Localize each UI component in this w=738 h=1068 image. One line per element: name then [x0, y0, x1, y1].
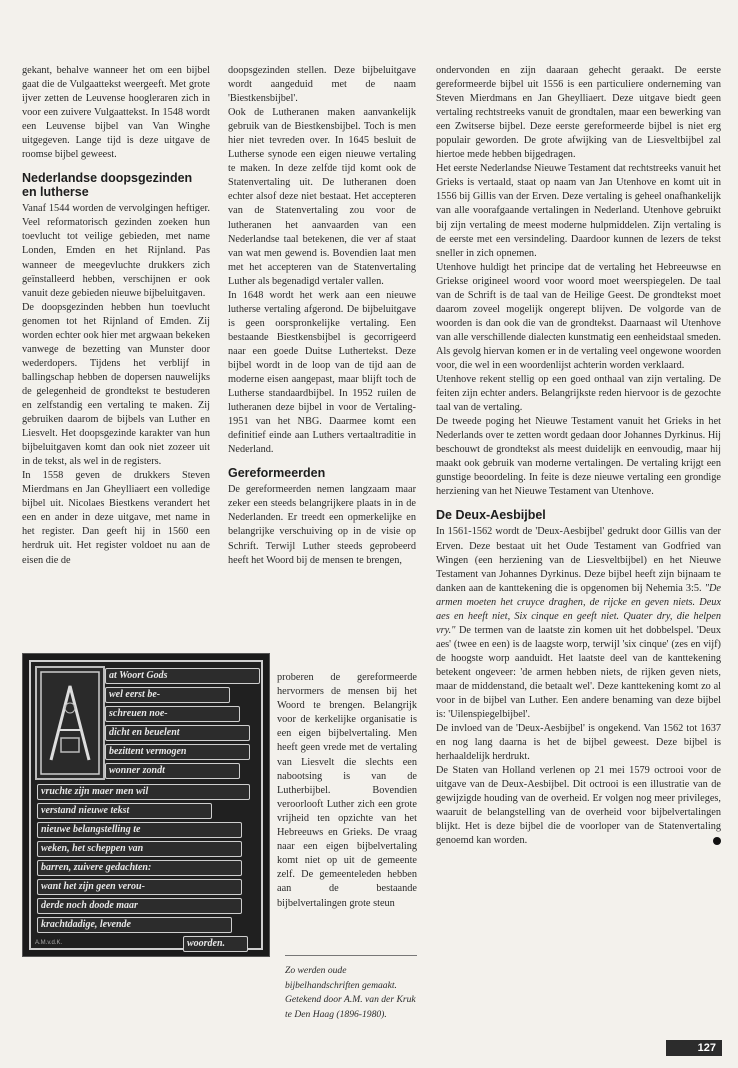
figure-caption: Zo werden oude bijbelhandschriften gemaakt. Getekend door A.M. van der Kruk te Den Haag (1896-1980).: [285, 955, 417, 1022]
section-heading-deux-aesbijbel: De Deux-Aesbijbel: [436, 508, 546, 523]
paragraph: De invloed van de 'Deux-Aesbijbel' is ongekend. Van 1562 tot 1637 en nog lang daarna is het de bijbel geweest. Deze bijbel is herhaaldelijk herdrukt.: [436, 723, 721, 763]
section-heading-doopsgezinden: Nederlandse doopsgezinden en lutherse: [22, 171, 193, 200]
paragraph: In 1648 wordt het werk aan een nieuwe lutherse vertaling afgerond. De bijbeluitgave is geen oorspronkelijke vertaling. Een bestaande Biestkensbijbel is gecorrigeerd naar een goede Duitse Luthertekst. Deze bijbel wordt in de loop van de tijd aan de moderne eisen aangepast, maar blijft toch de Lutherse standaardbijbel. In 1952 ruilen de lutheranen deze bijbel in voor de Vertaling-1951 van het NBG. Daarmee komt een definitief einde aan Luthers vertaaltraditie in Nederland.: [228, 289, 416, 456]
column-1: [22, 64, 210, 568]
script-line: woorden.: [183, 936, 248, 952]
section-heading-gereformeerden: Gereformeerden: [228, 466, 326, 481]
paragraph-text: De Staten van Holland verlenen op 21 mei 1579 octrooi voor de uitgave van de Deux-Aesbijbel. Dit octrooi is een illustratie van de gewijzigde houding van de overheid. Er volgen nog meer privileges, waaruit de belangstelling van de overheid voor bijbelvertalingen blijkt. Het is deze bijbel die de voorloper van de Statenvertaling genoemd kan worden.: [436, 765, 721, 847]
paragraph: gekant, behalve wanneer het om een bijbel gaat die de Vulgaattekst weergeeft. Met grote ijver zetten de Leuvense hoogleraren zich in voor een zuivere Vulgaattekst. In 1548 wordt een Leuvense bijbel van Van Winghe uitgegeven. Lange tijd is deze uitgave de roomse bijbel geweest.: [22, 65, 210, 161]
script-line: at Woort Gods: [105, 668, 260, 684]
paragraph: Utenhove huldigt het principe dat de vertaling het Hebreeuwse en Griekse origineel woord voor woord moet weerspiegelen. De taal van de Schrift is de taal van de Heilige Geest. De grondtekst moet daarom zoveel mogelijk ongerept blijven. De volgorde van de woorden is dan ook die van de grondtekst. Daarnaast wil Utenhove van alle verschillende dialecten kunstmatig een eenheidstaal smeden. Als gevolg hiervan komen er in de vertaling veel ongewone woorden voor, die wel in een woordenlijst achterin worden verklaard.: [436, 261, 721, 371]
script-line: want het zijn geen verou-: [37, 879, 242, 895]
paragraph-text: De termen van de laatste zin komen uit het dobbelspel. 'Deux aes' (twee en een) is de laagste worp, terwijl 'six cinque' (zes en vijf) de hoogste worp aanduidt. Het laatste deel van de kanttekening betekent ongeveer: 'de armen hebben niets, de rijken geven niets, maar de middenstand, die betaalt wel'. Deze kanttekening komt zo al voor in de bijbel van Luther. Een andere benaming van deze bijbel is: 'Uilenspiegelbijbel'.: [436, 624, 721, 721]
script-line: schreuen noe-: [105, 706, 240, 722]
paragraph: Utenhove rekent stellig op een goed onthaal van zijn vertaling. De feiten zijn echter anders. Belangrijkste reden hiervoor is de gezochte taal van de vertaling.: [436, 374, 721, 414]
paragraph-text: In 1561-1562 wordt de 'Deux-Aesbijbel' gedrukt door Gillis van der Erven. Deze bestaat uit het Oude Testament van Godfried van Wingen (een herziening van de Liesveltbijbel) en het Nieuwe Testament van Johannes Dyrkinus. Deze bijbel heeft zijn bijnaam te danken aan de kanttekening die is opgenomen bij Nehemia 3:5.: [436, 526, 721, 594]
paragraph: De tweede poging het Nieuwe Testament vanuit het Grieks in het Nederlands over te zetten wordt gedaan door Johannes Dyrkinus. Hij beschouwt de grondtekst als meest duidelijk en eenvoudig, maar hij maakt ook gebruik van moderne vertalingen. De vertaling krijgt een gunstige beoordeling. In feite is deze nieuwe vertaling een grondige herziening van het Nieuwe Testament van Utenhove.: [436, 416, 721, 498]
paragraph: De doopsgezinden hebben hun toevlucht genomen tot het Rijnland of Emden. Zij worden echter ook hier met argwaan bekeken vanwege de bezetting van Munster door wederdopers. Tijdens het verblijf in ballingschap hebben de dopersen nauwelijks de gelegenheid de grondtekst te bestuderen en zelfstandig een vertaling te maken. Zij gebruiken daarom de bijbels van Luther en Liesvelt. Het doopsgezinde karakter van hun bijbeluitgaven komt dan ook niet zozeer uit in de tekst, als wel in de registers.: [22, 301, 210, 468]
end-bullet-icon: [713, 837, 721, 845]
script-line: bezittent vermogen: [105, 744, 250, 760]
script-line: weken, het scheppen van: [37, 841, 242, 857]
quote: "De armen moeten het cruyce draghen, de rijcke en geven niets. Deux aes en heeft niet, Six cinque en geeft niet. Quater dry, die helpen vry.": [436, 582, 721, 636]
paragraph: Het eerste Nederlandse Nieuwe Testament dat rechtstreeks vanuit het Grieks is vertaald, staat op naam van Jan Utenhove en komt uit in 1556 bij Gillis van der Erven. Deze vertaling is geheel onafhankelijk van alle voorafgaande vertalingen in Nederland. Utenhove gebruikt bij zijn vertaling de meest moderne hulpmiddelen. Zijn vertaling is de eerste met een versindeling. Daardoor kunnen de lezers de tekst sneller in zich opnemen.: [436, 163, 721, 259]
script-line: barren, zuivere gedachten:: [37, 860, 242, 876]
paragraph: [436, 764, 721, 848]
column-2: [228, 64, 416, 568]
script-line: dicht en beuelent: [105, 725, 250, 741]
script-lines: [33, 664, 259, 949]
artist-signature: A.M.v.d.K.: [35, 940, 63, 946]
page-number: 127: [666, 1040, 722, 1056]
column-3: [436, 64, 721, 849]
paragraph: In 1558 geven de drukkers Steven Mierdmans en Jan Gheylliaert een volledige bijbel uit. Nicolaes Biestkens verandert het een en ander in deze uitgave, met name in het register. Dan geeft hij in 1560 een herdruk uit. Het register voldoet nu aan de eisen die de: [22, 470, 210, 566]
script-line: wonner zondt: [105, 763, 240, 779]
wrapped-text: proberen de gereformeerde hervormers de mensen bij het Woord te brengen. Belangrijk voor de kerkelijke organisatie is een eigen bijbelvertaling. Men heeft geen vrede met de vertaling van Liesvelt die slechts een nabootsing is van de Lutherbijbel. Bovendien veroorlooft Luther zich een grote vrijheid ten opzichte van het Hebreeuws en Grieks. De vraag naar een eigen bijbelvertaling komt niet op uit de gemeente zelf. De gemeenteleden hebben aan de bestaande bijbelvertalingen grote steun: [277, 672, 417, 909]
paragraph: Ook de Lutheranen maken aanvankelijk gebruik van de Biestkensbijbel. Toch is men hier niet tevreden over. In 1645 besluit de Lutherse synode een eigen nieuwe vertaling te maken. In deze zelfde tijd komt ook de Statenvertaling uit. De lutheranen doen echter alsof deze niet bestaat. Het accepteren van de Statenvertaling zou voor de lutheranen het aanvaarden van een Nederlandse taal betekenen, die ver af staat van wat men gewend is. Bovendien laat men met het accepteren van de Statenvertaling Luther als begenadigd vertaler vallen.: [228, 107, 416, 287]
paragraph: doopsgezinden stellen. Deze bijbeluitgave wordt aangeduid met de naam 'Biestkensbijbel'.: [228, 65, 416, 105]
paragraph: ondervonden en zijn daaraan gehecht geraakt. De eerste gereformeerde bijbel uit 1556 is een particuliere onderneming van Steven Mierdmans en Jan Gheylliaert. Deze uitgave biedt geen vertaling rechtstreeks vanuit de grondtalen, maar een bewerking van een Zwitserse bijbel. Deze eerste gereformeerde bijbel is niet erg populair geworden. De grote afwijking van de Liesveltbijbel zal hiertoe mede hebben bijgedragen.: [436, 65, 721, 161]
paragraph: [436, 525, 721, 722]
script-line: vruchte zijn maer men wil: [37, 784, 250, 800]
paragraph: Vanaf 1544 worden de vervolgingen heftiger. Veel reformatorisch gezinden zoeken hun toevlucht tot veilige gebieden, met name Londen, Emden en het Rijnland. Pas wanneer de meegevluchte drukkers zich geïnstalleerd hebben, verschijnen er ook vanuit deze gebieden nieuwe bijbeluitgaven.: [22, 203, 210, 299]
script-line: wel eerst be-: [105, 687, 230, 703]
manuscript-illustration: [22, 653, 270, 957]
paragraph: De gereformeerden nemen langzaam maar zeker een steeds belangrijkere plaats in in de Nederlanden. Er treedt een opmerkelijke en belangrijke verschuiving op in de visie op Schrift. Terwijl Luther steeds geprobeerd heeft het Woord bij de mensen te brengen,: [228, 484, 416, 566]
script-line: verstand nieuwe tekst: [37, 803, 212, 819]
script-line: derde noch doode maar: [37, 898, 242, 914]
script-line: nieuwe belangstelling te: [37, 822, 242, 838]
script-line: krachtdadige, levende: [37, 917, 232, 933]
